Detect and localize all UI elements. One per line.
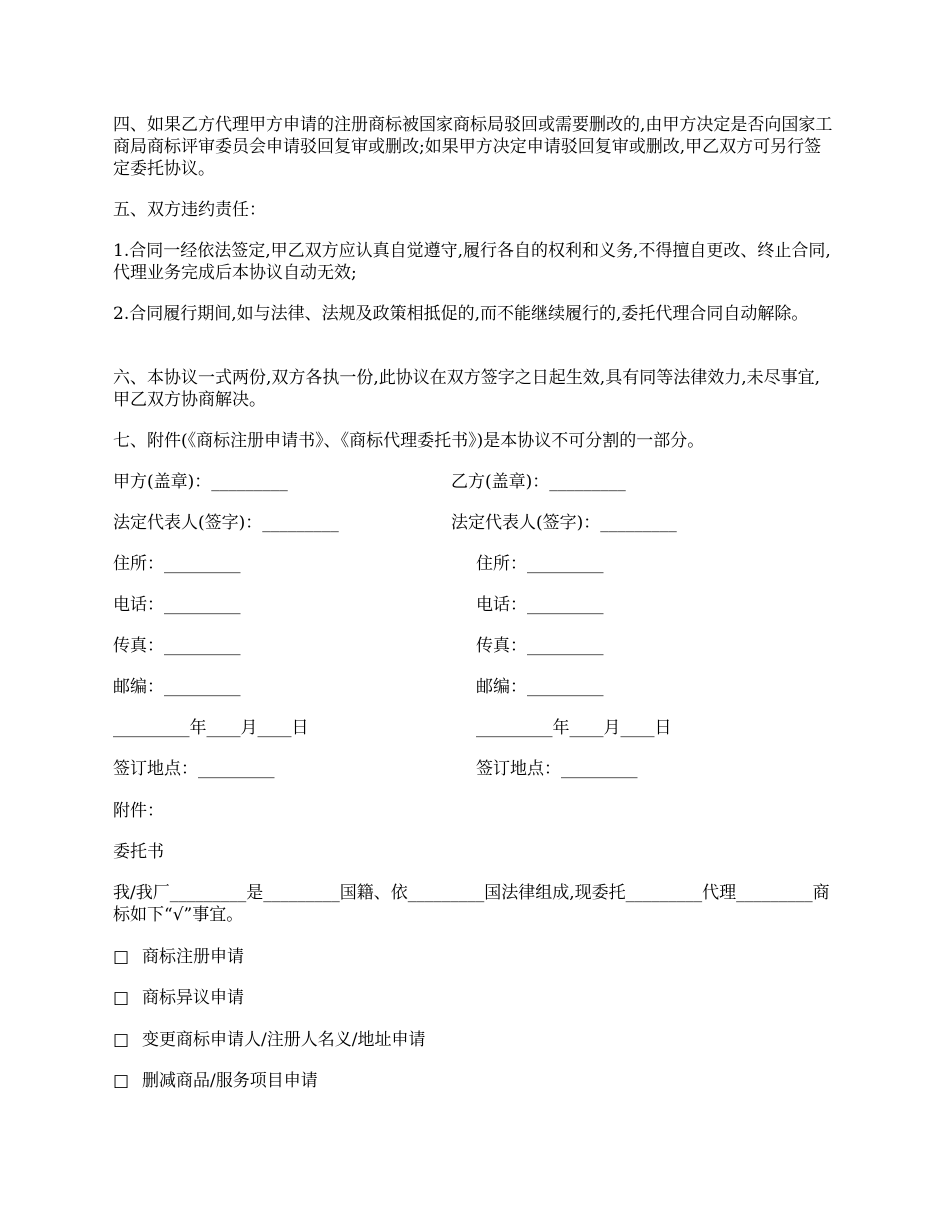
clause-five-title: 五、双方违约责任： (113, 200, 266, 220)
clause-six: 六、本协议一式两份,双方各执一份,此协议在双方签字之日起生效,具有同等法律效力,未尽事宜,甲乙双方协商解决。 (113, 368, 821, 410)
checkbox-icon: □ (113, 1030, 130, 1050)
signature-row-postcode (113, 676, 833, 698)
checkbox-icon: □ (113, 988, 130, 1008)
attachment-body: 我/我厂_________是_________国籍、依_________国法律组成,现委托_________代理_________商标如下“√”事宜。 (113, 883, 830, 925)
attachment-label: 附件： (113, 801, 164, 821)
attachment-title: 委托书 (113, 842, 164, 862)
option-item (113, 946, 833, 968)
option-label: 删减商品/服务项目申请 (142, 1071, 318, 1091)
signature-row-phone (113, 594, 833, 616)
option-item (113, 1070, 833, 1092)
clause-five-item-1: 1.合同一经依法签定,甲乙双方应认真自觉遵守,履行各自的权利和义务,不得擅自更改、终止合同,代理业务完成后本协议自动无效; (113, 241, 831, 283)
party-b-representative: 法定代表人(签字)：_________ (451, 513, 677, 533)
party-b-date: _________年____月____日 (476, 718, 672, 738)
party-a-signing-place: 签订地点：_________ (113, 759, 275, 779)
clause-four: 四、如果乙方代理甲方申请的注册商标被国家商标局驳回或需要删改的,由甲方决定是否向国家工商局商标评审委员会申请驳回复审或删改;如果甲方决定申请驳回复审或删改,甲乙双方可另行签定委托协议。 (113, 115, 833, 179)
party-a-address: 住所：_________ (113, 554, 241, 574)
party-b-fax: 传真：_________ (476, 636, 604, 656)
signature-row-fax (113, 635, 833, 657)
party-b-seal: 乙方(盖章)：_________ (451, 472, 626, 492)
party-a-date: _________年____月____日 (113, 718, 309, 738)
party-a-fax: 传真：_________ (113, 636, 241, 656)
clause-five-item-2: 2.合同履行期间,如与法律、法规及政策相抵促的,而不能继续履行的,委托代理合同自动解除。 (113, 304, 809, 324)
party-b-postcode: 邮编：_________ (476, 677, 604, 697)
signature-row-seal (113, 471, 833, 493)
signature-row-place (113, 758, 833, 780)
party-a-representative: 法定代表人(签字)：_________ (113, 513, 339, 533)
party-b-phone: 电话：_________ (476, 595, 604, 615)
party-b-address: 住所：_________ (476, 554, 604, 574)
signature-row-address (113, 553, 833, 575)
option-item (113, 987, 833, 1009)
party-a-phone: 电话：_________ (113, 595, 241, 615)
clause-seven: 七、附件(《商标注册申请书》、《商标代理委托书》)是本协议不可分割的一部分。 (113, 431, 705, 451)
option-label: 商标注册申请 (142, 947, 244, 967)
signature-row-date (113, 717, 833, 739)
party-a-postcode: 邮编：_________ (113, 677, 241, 697)
party-b-signing-place: 签订地点：_________ (476, 759, 638, 779)
checkbox-icon: □ (113, 947, 130, 967)
signature-row-rep (113, 512, 833, 534)
party-a-seal: 甲方(盖章)：_________ (113, 472, 288, 492)
option-label: 商标异议申请 (142, 988, 244, 1008)
option-item (113, 1029, 833, 1051)
option-label: 变更商标申请人/注册人名义/地址申请 (142, 1030, 426, 1050)
checkbox-icon: □ (113, 1071, 130, 1091)
